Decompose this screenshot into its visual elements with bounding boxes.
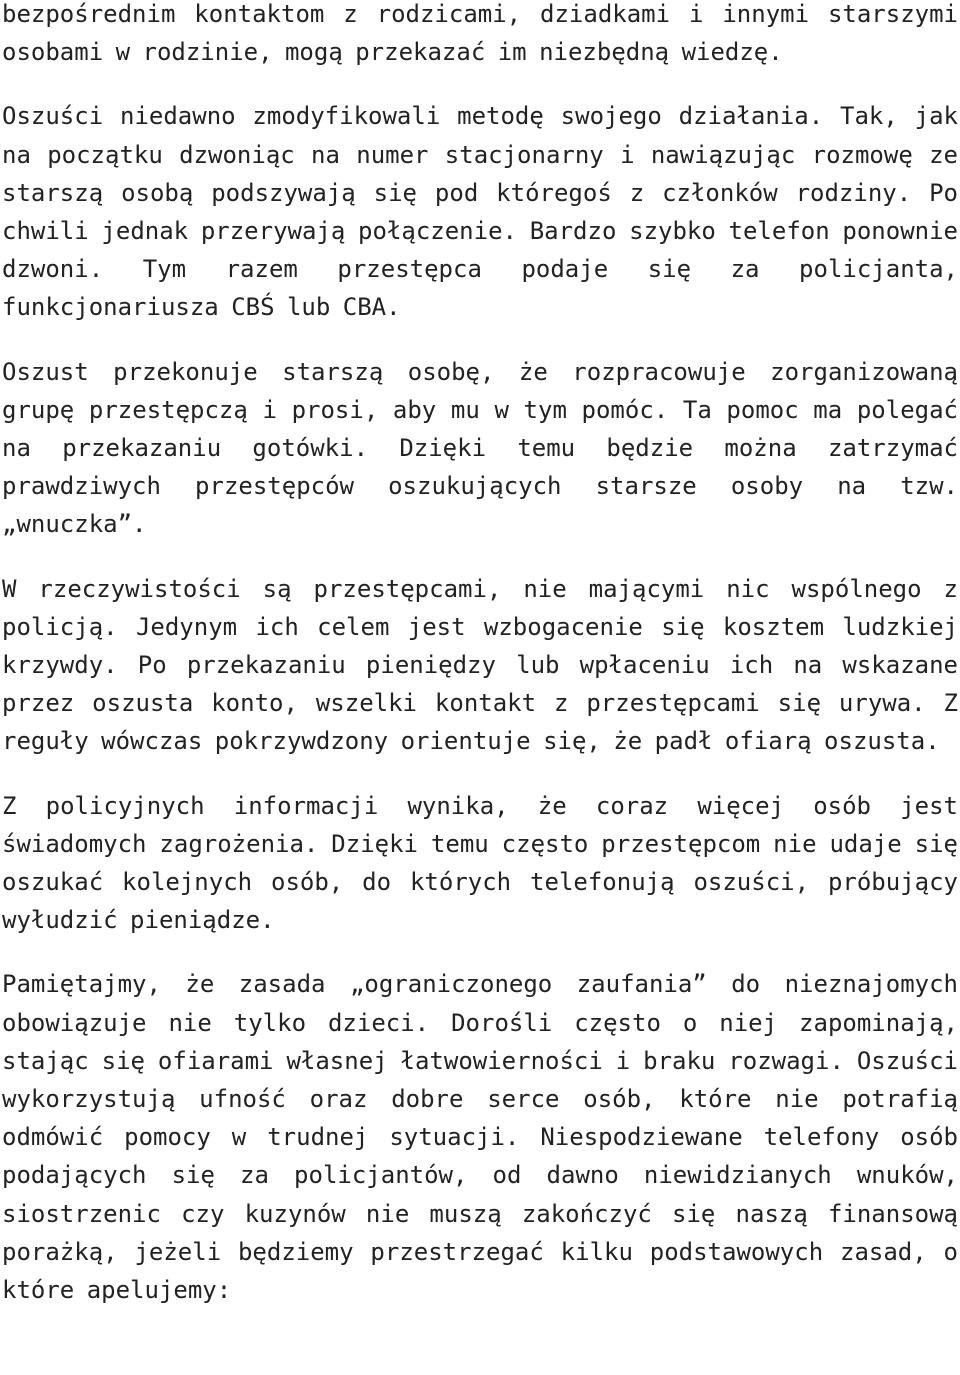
paragraph-1: bezpośrednim kontaktom z rodzicami, dziadkami i innymi starszymi osobami w rodzinie, mogą przekazać im niezbędną wiedzę. — [2, 0, 958, 67]
paragraph-6: Pamiętajmy, że zasada „ograniczonego zaufania” do nieznajomych obowiązuje nie tylko dzieci. Dorośli często o niej zapominają, stając się ofiarami własnej łatwowierności i braku rozwagi. Oszuści wykorzystują ufność oraz dobre serce osób, które nie potrafią odmówić pomocy w trudnej sytuacji. Niespodziewane telefony osób podających się za policjantów, od dawno niewidzianych wnuków, siostrzenic czy kuzynów nie muszą zakończyć się naszą finansową porażką, jeżeli będziemy przestrzegać kilku podstawowych zasad, o które apelujemy: — [2, 970, 958, 1305]
paragraph-4: W rzeczywistości są przestępcami, nie mającymi nic wspólnego z policją. Jedynym ich celem jest wzbogacenie się kosztem ludzkiej krzywdy. Po przekazaniu pieniędzy lub wpłaceniu ich na wskazane przez oszusta konto, wszelki kontakt z przestępcami się urywa. Z reguły wówczas pokrzywdzony orientuje się, że padł ofiarą oszusta. — [2, 574, 958, 756]
paragraph-2: Oszuści niedawno zmodyfikowali metodę swojego działania. Tak, jak na początku dzwoniąc na numer stacjonarny i nawiązując rozmowę ze starszą osobą podszywają się pod któregoś z członków rodziny. Po chwili jednak przerywają połączenie. Bardzo szybko telefon ponownie dzwoni. Tym razem przestępca podaje się za policjanta, funkcjonariusza CBŚ lub CBA. — [2, 102, 958, 322]
paragraph-3: Oszust przekonuje starszą osobę, że rozpracowuje zorganizowaną grupę przestępczą i prosi, aby mu w tym pomóc. Ta pomoc ma polegać na przekazaniu gotówki. Dzięki temu będzie można zatrzymać prawdziwych przestępców oszukujących starsze osoby na tzw. „wnuczka”. — [2, 357, 958, 539]
paragraph-5: Z policyjnych informacji wynika, że coraz więcej osób jest świadomych zagrożenia. Dzięki temu często przestępcom nie udaje się oszukać kolejnych osób, do których telefonują oszuści, próbujący wyłudzić pieniądze. — [2, 791, 958, 935]
